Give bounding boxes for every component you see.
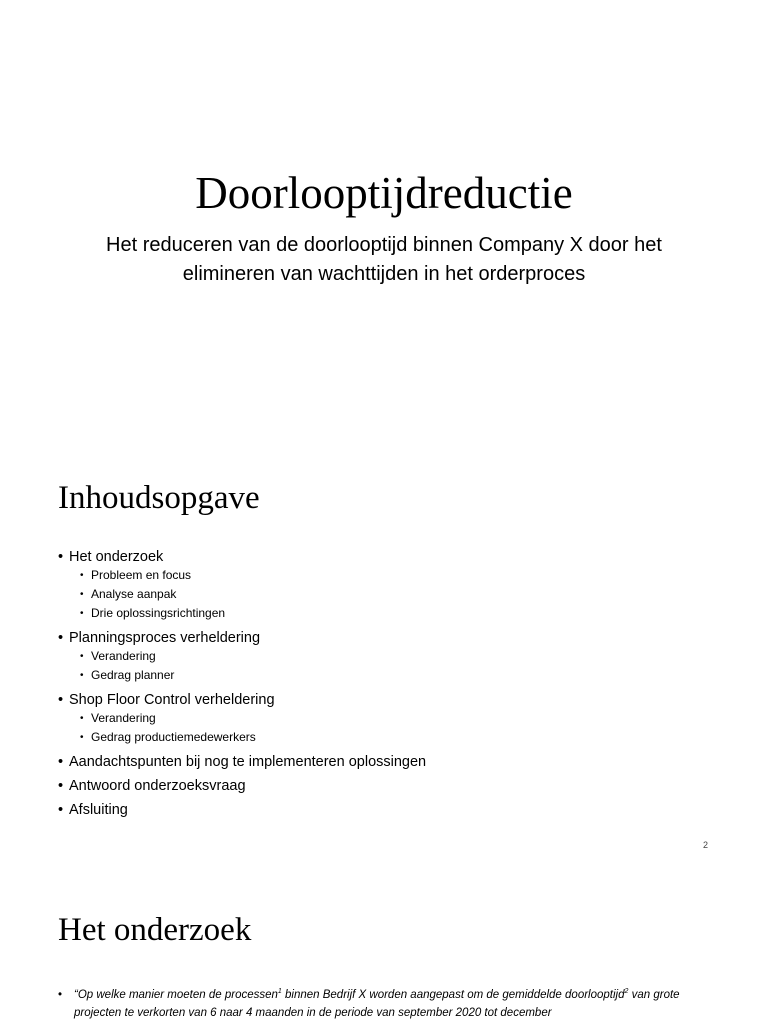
bullet-icon: • — [58, 989, 63, 1001]
toc-subitem: • Verandering — [58, 709, 426, 728]
toc-item: • Planningsproces verheldering — [58, 629, 426, 647]
quote-text-part1: “Op welke manier moeten de processen — [74, 989, 278, 1001]
quote-text-part2: binnen Bedrijf X worden aangepast om de gemiddelde doorlooptijd — [281, 989, 625, 1001]
quote-text-part3: van grote projecten te verkorten van 6 naar 4 maanden in de periode van september 2020 tot december — [74, 989, 680, 1019]
toc-subitem: • Gedrag planner — [58, 666, 426, 685]
slide-title: Doorlooptijdreductie — [195, 168, 573, 218]
toc-subitem: • Analyse aanpak — [58, 585, 426, 604]
research-heading: Het onderzoek — [58, 912, 252, 948]
toc-item: • Het onderzoek — [58, 548, 426, 566]
toc-item: • Antwoord onderzoeksvraag — [58, 777, 426, 795]
toc-subitem: • Gedrag productiemedewerkers — [58, 728, 426, 747]
toc-list — [58, 548, 426, 819]
toc-item: • Afsluiting — [58, 801, 426, 819]
toc-subitem: • Probleem en focus — [58, 566, 426, 585]
toc-subitem: • Verandering — [58, 647, 426, 666]
footnote-marker: 2 — [624, 988, 629, 996]
toc-item: • Shop Floor Control verheldering — [58, 691, 426, 709]
research-slide — [0, 864, 768, 1024]
table-of-contents-slide — [0, 432, 768, 864]
page-number: 2 — [703, 840, 709, 850]
footnote-marker: 1 — [277, 988, 282, 996]
toc-item: • Aandachtspunten bij nog te implementeren oplossingen — [58, 753, 426, 771]
research-question — [58, 986, 724, 1022]
slide-subtitle: Het reduceren van de doorlooptijd binnen Company X door het elimineren van wachttijden in het orderproces — [106, 234, 662, 285]
title-slide — [0, 0, 768, 432]
toc-heading: Inhoudsopgave — [58, 480, 260, 516]
toc-subitem: • Drie oplossingsrichtingen — [58, 604, 426, 623]
